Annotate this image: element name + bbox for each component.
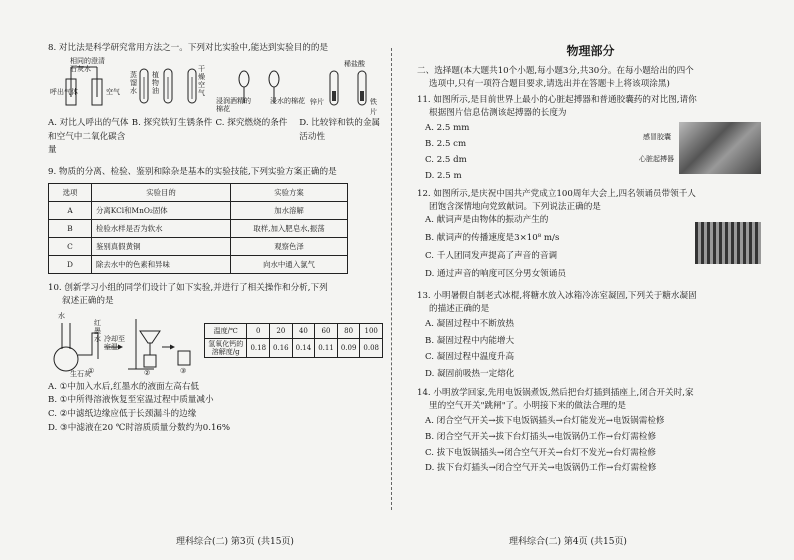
table-cell: 0.11	[315, 338, 338, 357]
q10-option-a: A. ①中加入水后,红墨水的液面左高右低	[48, 381, 200, 392]
q10-stem-line1: 10. 创新学习小组的同学们设计了如下实验,并进行了相关操作和分析,下列	[48, 282, 328, 293]
q11-stem-line2: 根据图片信息估测该起搏器的长度为	[429, 108, 567, 118]
q10-option-b: B. ①中所得溶液恢复至室温过程中质量减小	[48, 395, 214, 406]
q11-label-pacemaker: 心脏起搏器	[639, 155, 674, 163]
table-cell: 分离KCl和MnO₂固体	[92, 201, 231, 219]
table-header-row	[49, 183, 348, 201]
q11-label-capsule: 感冒胶囊	[643, 133, 671, 141]
table-cell: 0.14	[292, 338, 315, 357]
page-divider	[391, 48, 392, 510]
q12-stem-line2: 团饱含深情地向党致献词。下列说法正确的是	[429, 202, 601, 212]
table-cell: 0	[247, 323, 270, 338]
q8-label-b1: 蒸馏水	[130, 71, 137, 95]
q8-label-b3: 干燥空气	[198, 65, 205, 97]
table-cell: C	[49, 237, 92, 255]
q12-option-d: D. 通过声音的响度可区分男女领诵员	[425, 269, 566, 279]
table-row	[49, 237, 348, 255]
table-cell: 0.16	[270, 338, 293, 357]
table-row	[49, 201, 348, 219]
table-cell: 温度/℃	[205, 323, 247, 338]
q8-stem: 8. 对比法是科学研究常用方法之一。下列对比实验中,能达到实验目的的是	[48, 43, 329, 53]
q8-label-c1: 浸润酒精的棉花	[216, 97, 251, 113]
q8-figure	[48, 57, 383, 115]
q14-option-c: C. 拔下电饭锅插头→闭合空气开关→台灯不发光→台灯需检修	[425, 447, 656, 458]
table-cell: A	[49, 201, 92, 219]
q8-option-d: D. 比较锌和铁的金属活动性	[299, 118, 381, 142]
q10-label-ink: 红墨水	[94, 318, 101, 343]
q13-stem-line2: 的描述正确的是	[429, 304, 490, 314]
table-row	[49, 255, 348, 273]
q12-block	[417, 214, 764, 284]
q12-option-a: A. 献词声是由物体的振动产生的	[425, 215, 549, 225]
q12-photo	[695, 222, 761, 264]
q10-solubility-table	[204, 323, 383, 358]
q13-option-b: B. 凝固过程中内能增大	[425, 335, 515, 346]
q13-option-a: A. 凝固过程中不断放热	[425, 319, 515, 329]
table-cell: 向水中通入氯气	[231, 255, 348, 273]
table-cell: 0.18	[247, 338, 270, 357]
q14-option-d: D. 拔下台灯插头→闭合空气开关→电饭锅仍工作→台灯需检修	[425, 463, 657, 474]
q10-figure	[48, 311, 383, 379]
q9-stem: 9. 物质的分离、检验、鉴别和除杂是基本的实验技能,下列实验方案正确的是	[48, 166, 337, 177]
table-cell: 60	[315, 323, 338, 338]
table-cell: 氢氧化钙的溶解度/g	[205, 338, 247, 357]
q8-label-d2: 铁片	[370, 98, 377, 116]
table-cell: 0.08	[360, 338, 383, 357]
q10-label-cool: 冷却至室温	[104, 334, 125, 351]
table-cell: 20	[270, 323, 293, 338]
table-row	[205, 338, 383, 357]
q10-label-n1: ①	[88, 366, 95, 375]
q12-stem-line1: 12. 如图所示,是庆祝中国共产党成立100周年大会上,四名领诵员带领千人	[417, 189, 696, 199]
q8-label-b2: 植物油	[152, 71, 159, 95]
q12-option-c: C. 千人团同发声提高了声音的音调	[425, 251, 558, 261]
q8-label-d1: 锌片	[310, 98, 324, 106]
table-cell: 40	[292, 323, 315, 338]
table-cell: 取样,加入肥皂水,振荡	[231, 219, 348, 237]
q8-label-a-sub1: 呼出气体	[50, 88, 78, 96]
table-cell: 加水溶解	[231, 201, 348, 219]
q14-option-a: A. 闭合空气开关→拔下电饭锅插头→台灯能发光→电饭锅需检修	[425, 416, 665, 427]
table-header: 实验目的	[92, 183, 231, 201]
page-footer-right: 理科综合(二) 第4页 (共15页)	[509, 537, 627, 547]
table-cell: B	[49, 219, 92, 237]
q11-option-b: B. 2.5 cm	[425, 139, 467, 149]
table-cell: D	[49, 255, 92, 273]
q8-label-a-sub2: 空气	[106, 88, 120, 96]
q12-option-b: B. 献词声的传播速度是3×10⁸ m/s	[425, 233, 560, 243]
section-title: 物理部分	[566, 44, 615, 58]
q8-option-b: B. 探究铁钉生锈条件	[131, 118, 213, 128]
q10-label-n3: ③	[180, 366, 187, 375]
page-4	[397, 0, 794, 560]
q8-options	[48, 117, 383, 158]
q13-option-d: D. 凝固前吸热一定熔化	[425, 368, 515, 379]
q10-label-water: 水	[58, 311, 65, 320]
table-cell: 除去水中的色素和异味	[92, 255, 231, 273]
q11-option-a: A. 2.5 mm	[425, 123, 470, 133]
q10-label-lime: 生石灰	[70, 369, 91, 378]
q14-stem-line1: 14. 小明放学回家,先用电饭锅煮饭,然后把台灯插到插座上,闭合开关时,家	[417, 388, 694, 399]
table-cell: 观察色泽	[231, 237, 348, 255]
q13-option-c: C. 凝固过程中温度升高	[425, 352, 515, 363]
q11-option-d: D. 2.5 m	[425, 171, 462, 181]
q8-option-a: A. 对比人呼出的气体和空气中二氧化碳含量	[48, 118, 129, 156]
q9-table	[48, 183, 348, 274]
q8-option-c: C. 探究燃烧的条件	[215, 118, 288, 128]
table-cell: 80	[337, 323, 360, 338]
table-cell: 100	[360, 323, 383, 338]
section-instructions-line2: 选项中,只有一项符合题目要求,请选出并在答题卡上将该项涂黑)	[429, 79, 670, 89]
q10-option-d: D. ③中滤液在20 ℃时溶质质量分数约为0.16%	[48, 422, 231, 433]
section-instructions-line1: 二、选择题(本大题共10个小题,每小题3分,共30分。在每小题给出的四个	[417, 66, 694, 76]
table-header: 选项	[49, 183, 92, 201]
q10-stem-line2: 叙述正确的是	[62, 295, 114, 306]
q11-stem-line1: 11. 如图所示,是目前世界上最小的心脏起搏器和普通胶囊药的对比图,请你	[417, 95, 697, 105]
q13-stem-line1: 13. 小明暑假自制老式冰棍,将糖水放入冰箱冷冻室凝固,下列关于糖水凝固	[417, 291, 697, 301]
q10-label-n2: ②	[144, 368, 151, 377]
q11-photo	[679, 122, 761, 174]
table-row	[49, 219, 348, 237]
q10-option-c: C. ②中滤纸边缘应低于长颈漏斗的边缘	[48, 408, 197, 419]
page-footer-left: 理科综合(二) 第3页 (共15页)	[176, 537, 294, 547]
table-header: 实验方案	[231, 183, 348, 201]
q14-stem-line2: 里的空气开关"跳闸"了。小明接下来的做法合理的是	[429, 401, 626, 412]
q14-option-b: B. 闭合空气开关→拔下台灯插头→电饭锅仍工作→台灯需检修	[425, 431, 657, 442]
table-cell: 鉴别真假黄铜	[92, 237, 231, 255]
q11-block	[417, 120, 764, 184]
table-row	[205, 323, 383, 338]
q8-label-c2: 浸水的棉花	[270, 97, 305, 105]
table-cell: 检验水样是否为软水	[92, 219, 231, 237]
q8-label-a-top: 相同的澄清石灰水	[70, 57, 105, 73]
q8-label-d-top: 稀盐酸	[344, 60, 365, 68]
table-cell: 0.09	[337, 338, 360, 357]
q11-option-c: C. 2.5 dm	[425, 155, 467, 165]
